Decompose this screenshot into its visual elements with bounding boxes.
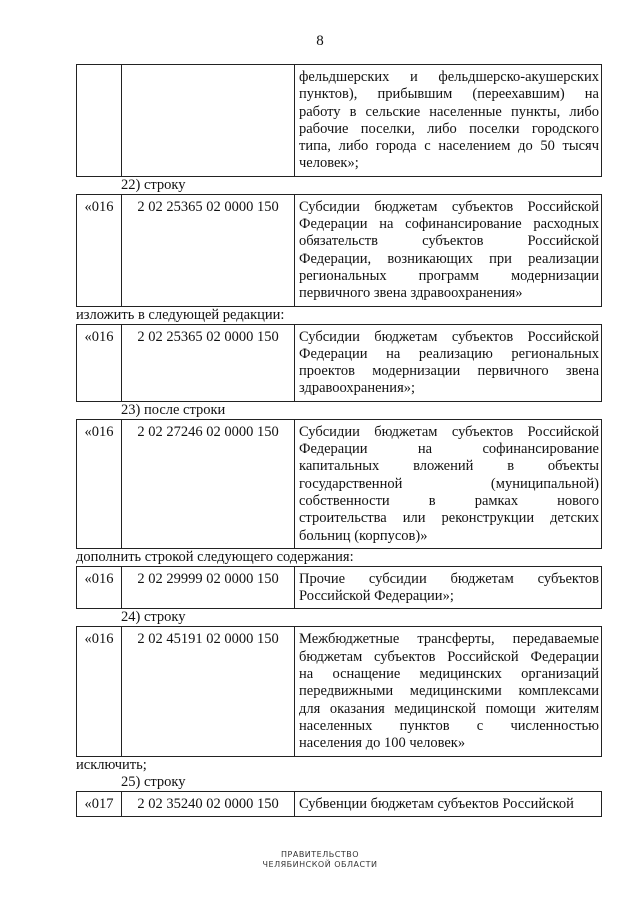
description-line: Федерации на софинансирование <box>299 441 599 458</box>
description-cell <box>295 194 602 306</box>
admin-code-cell: «016 <box>77 419 122 548</box>
budget-classification-code-cell: 2 02 29999 02 0000 150 <box>122 566 295 609</box>
instruction-text: 22) строку <box>121 176 186 193</box>
description-cell <box>295 419 602 548</box>
budget-classification-code-cell <box>122 65 295 177</box>
description-line: рабочие поселки, либо поселки городского <box>299 120 599 137</box>
description-cell <box>295 324 602 401</box>
budget-classification-code-cell: 2 02 25365 02 0000 150 <box>122 324 295 401</box>
description-line: здравоохранения»; <box>299 380 416 397</box>
description-line: бюджетам субъектов Российской Федерации <box>299 648 599 665</box>
footer-line-2: ЧЕЛЯБИНСКОЙ ОБЛАСТИ <box>262 860 378 869</box>
description-line: капитальных вложений в объекты <box>299 458 599 475</box>
admin-code-cell <box>77 65 122 177</box>
budget-classification-code-cell: 2 02 35240 02 0000 150 <box>122 791 295 816</box>
admin-code-cell: «016 <box>77 566 122 609</box>
description-line: региональных программ модернизации <box>299 267 599 284</box>
description-line: Субсидии бюджетам субъектов Российской <box>299 423 599 440</box>
description-line: на оснащение медицинских организаций <box>299 666 599 683</box>
admin-code-cell: «017 <box>77 791 122 816</box>
table-row <box>77 566 602 609</box>
table-row <box>77 627 602 756</box>
admin-code-cell: «016 <box>77 324 122 401</box>
description-line: передвижными медицинскими комплексами <box>299 683 599 700</box>
description-cell <box>295 627 602 756</box>
description-line: больниц (корпусов)» <box>299 527 428 544</box>
description-line: работу в сельские населенные пункты, либо <box>299 103 599 120</box>
budget-classification-code-cell: 2 02 27246 02 0000 150 <box>122 419 295 548</box>
description-line: Российской Федерации»; <box>299 588 454 605</box>
description-line: проектов модернизации первичного звена <box>299 363 599 380</box>
budget-classification-code-cell: 2 02 25365 02 0000 150 <box>122 194 295 306</box>
description-line: Прочие субсидии бюджетам субъектов <box>299 570 599 587</box>
budget-code-table <box>76 64 602 177</box>
description-line: фельдшерских и фельдшерско-акушерских <box>299 69 599 85</box>
page-number: 8 <box>316 33 324 49</box>
description-line: для оказания медицинской помощи жителям <box>299 700 599 717</box>
instruction-text: изложить в следующей редакции: <box>76 306 285 323</box>
document-body <box>76 64 599 817</box>
footer-stamp <box>0 850 640 870</box>
description-line: пунктов), прибывшим (переехавшим) на <box>299 86 599 103</box>
description-cell <box>295 566 602 609</box>
description-line: Субсидии бюджетам субъектов Российской <box>299 328 599 345</box>
description-line: Субвенции бюджетам субъектов Российской <box>299 795 574 812</box>
description-line: обязательств субъектов Российской <box>299 233 599 250</box>
description-line: населения до 100 человек» <box>299 735 466 752</box>
admin-code-cell: «016 <box>77 194 122 306</box>
instruction-text: дополнить строкой следующего содержания: <box>76 548 354 565</box>
description-line: первичного звена здравоохранения» <box>299 285 523 302</box>
description-cell <box>295 791 602 816</box>
instruction-text: 24) строку <box>121 609 186 626</box>
footer-line-1: ПРАВИТЕЛЬСТВО <box>281 850 359 859</box>
description-line: Межбюджетные трансферты, передаваемые <box>299 631 599 648</box>
table-row <box>77 324 602 401</box>
description-line: населенных пунктов с численностью <box>299 717 599 734</box>
instruction-text: исключить; <box>76 756 147 773</box>
description-cell <box>295 65 602 177</box>
description-line: Федерации, возникающих при реализации <box>299 250 599 267</box>
description-line: Федерации на софинансирование расходных <box>299 216 599 233</box>
budget-code-table <box>76 791 602 817</box>
admin-code-cell: «016 <box>77 627 122 756</box>
description-line: человек»; <box>299 155 359 172</box>
description-line: строительства или реконструкции детских <box>299 510 599 527</box>
description-line: государственной (муниципальной) <box>299 475 599 492</box>
description-line: собственности в рамках нового <box>299 492 599 509</box>
description-line: типа, либо города с населением до 50 тысяч <box>299 138 599 155</box>
budget-code-table <box>76 626 602 756</box>
instruction-text: 25) строку <box>121 773 186 790</box>
description-line: Федерации на реализацию региональных <box>299 345 599 362</box>
description-line: Субсидии бюджетам субъектов Российской <box>299 198 599 215</box>
table-row <box>77 65 602 177</box>
budget-code-table <box>76 419 602 549</box>
table-row <box>77 419 602 548</box>
instruction-text: 23) после строки <box>121 401 226 418</box>
table-row <box>77 791 602 816</box>
budget-code-table <box>76 566 602 610</box>
table-row <box>77 194 602 306</box>
budget-code-table <box>76 194 602 307</box>
budget-classification-code-cell: 2 02 45191 02 0000 150 <box>122 627 295 756</box>
budget-code-table <box>76 324 602 402</box>
